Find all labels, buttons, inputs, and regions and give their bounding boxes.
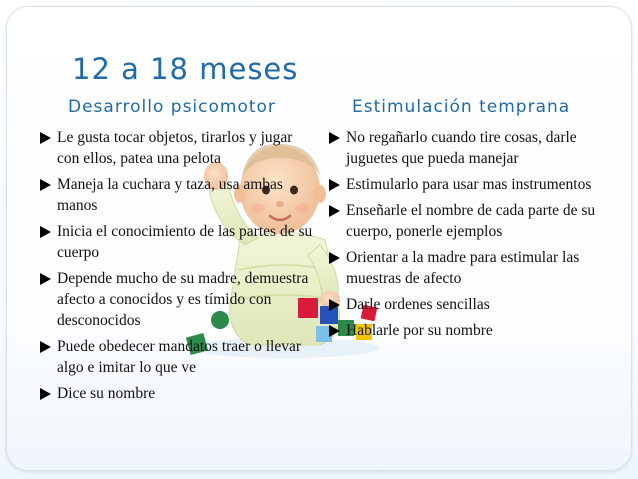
list-item: Orientar a la madre para estimular las muestras de afecto xyxy=(329,247,614,289)
list-item: Maneja la cuchara y taza, usa ambas manos xyxy=(40,174,315,216)
list-item: Darle ordenes sencillas xyxy=(329,294,614,315)
triangle-bullet-icon xyxy=(40,273,51,285)
right-column-heading: Estimulación temprana xyxy=(352,97,571,117)
triangle-bullet-icon xyxy=(329,252,340,264)
list-item: Estimularlo para usar mas instrumentos xyxy=(329,174,614,195)
list-item: Enseñarle el nombre de cada parte de su cuerpo, ponerle ejemplos xyxy=(329,200,614,242)
triangle-bullet-icon xyxy=(329,299,340,311)
triangle-bullet-icon xyxy=(40,388,51,400)
triangle-bullet-icon xyxy=(329,179,340,191)
triangle-bullet-icon xyxy=(329,205,340,217)
left-column-heading: Desarrollo psicomotor xyxy=(68,97,276,117)
triangle-bullet-icon xyxy=(329,132,340,144)
triangle-bullet-icon xyxy=(40,226,51,238)
list-item: No regañarlo cuando tire cosas, darle juguetes que pueda manejar xyxy=(329,127,614,169)
right-bullet-list xyxy=(329,127,614,346)
left-bullet-list xyxy=(40,127,315,409)
triangle-bullet-icon xyxy=(40,179,51,191)
triangle-bullet-icon xyxy=(40,341,51,353)
list-item: Puede obedecer mandatos traer o llevar algo e imitar lo que ve xyxy=(40,336,315,378)
list-item: Le gusta tocar objetos, tirarlos y jugar con ellos, patea una pelota xyxy=(40,127,315,169)
list-item: Hablarle por su nombre xyxy=(329,320,614,341)
triangle-bullet-icon xyxy=(329,325,340,337)
list-item: Inicia el conocimiento de las partes de su cuerpo xyxy=(40,221,315,263)
list-item: Depende mucho de su madre, demuestra afecto a conocidos y es tímido con desconocidos xyxy=(40,268,315,331)
triangle-bullet-icon xyxy=(40,132,51,144)
slide-title: 12 a 18 meses xyxy=(72,52,299,86)
list-item: Dice su nombre xyxy=(40,383,315,404)
